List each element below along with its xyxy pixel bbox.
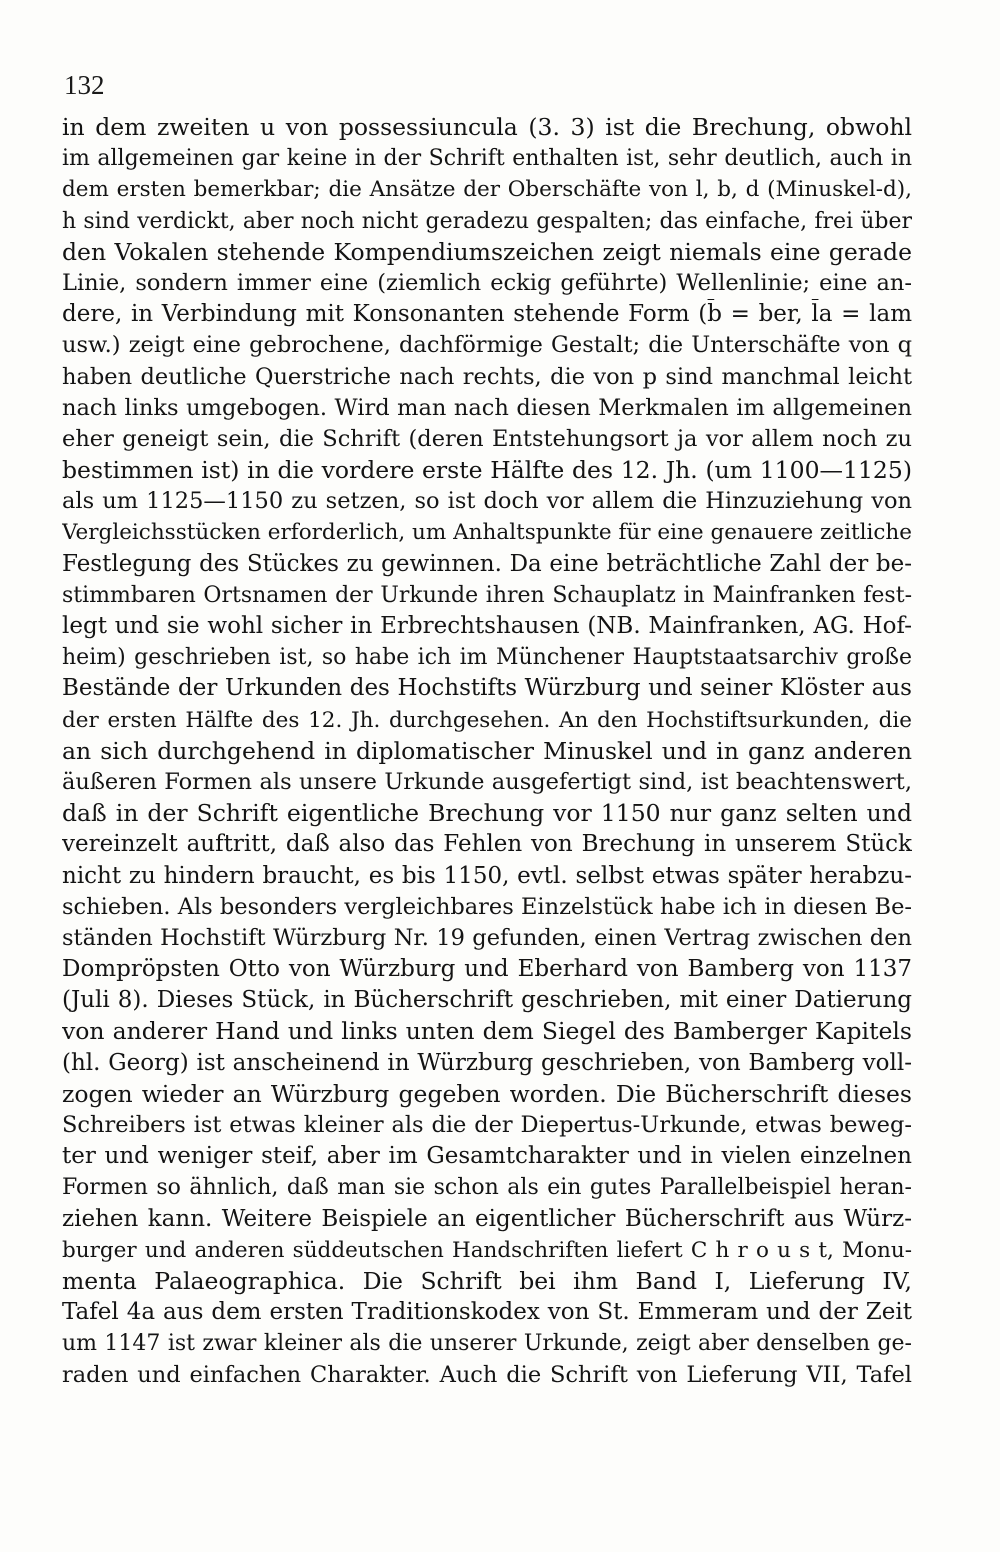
text-line: (hl. Georg) ist anscheinend in Würzburg geschrieben, von Bamberg voll-: [62, 1049, 912, 1076]
text-line: dere, in Verbindung mit Konsonanten stehende Form (b̄ = ber, l̄a = lam: [62, 301, 912, 328]
text-line: Bestände der Urkunden des Hochstifts Würzburg und seiner Klöster aus: [62, 675, 912, 702]
text-line: burger und anderen süddeutschen Handschriften liefert C h r o u s t, Monu-: [62, 1237, 912, 1263]
text-line: heim) geschrieben ist, so habe ich im Münchener Hauptstaatsarchiv große: [62, 645, 912, 671]
text-line: um 1147 ist zwar kleiner als die unserer Urkunde, zeigt aber denselben ge-: [62, 1331, 912, 1357]
text-line: in dem zweiten u von possessiuncula (3. 3) ist die Brechung, obwohl: [62, 113, 912, 141]
text-line: ziehen kann. Weitere Beispiele an eigentlicher Bücherschrift aus Würz-: [62, 1205, 912, 1232]
text-line: der ersten Hälfte des 12. Jh. durchgesehen. An den Hochstiftsurkunden, die: [62, 707, 912, 733]
text-line: Linie, sondern immer eine (ziemlich eckig geführte) Wellenlinie; eine an-: [62, 269, 912, 296]
page-number: 132: [64, 70, 105, 100]
text-line: Tafel 4a aus dem ersten Traditionskodex von St. Emmeram und der Zeit: [62, 1299, 912, 1326]
text-line: bestimmen ist) in die vordere erste Hälfte des 12. Jh. (um 1100—1125): [62, 456, 912, 485]
text-line: von anderer Hand und links unten dem Siegel des Bamberger Kapitels: [62, 1017, 912, 1046]
text-line: den Vokalen stehende Kompendiumszeichen zeigt niemals eine gerade: [62, 237, 912, 266]
body-text: [62, 112, 912, 1391]
text-line: nicht zu hindern braucht, es bis 1150, evtl. selbst etwas später herabzu-: [62, 862, 912, 889]
text-line: ter und weniger steif, aber im Gesamtcharakter und in vielen einzelnen: [62, 1143, 912, 1170]
text-line: vereinzelt auftritt, daß also das Fehlen von Brechung in unserem Stück: [62, 831, 912, 858]
text-line: ständen Hochstift Würzburg Nr. 19 gefunden, einen Vertrag zwischen den: [62, 924, 912, 951]
text-line: als um 1125—1150 zu setzen, so ist doch vor allem die Hinzuziehung von: [62, 488, 912, 515]
text-line: menta Palaeographica. Die Schrift bei ihm Band I, Lieferung IV,: [62, 1266, 912, 1295]
text-line: schieben. Als besonders vergleichbares Einzelstück habe ich in diesen Be-: [62, 893, 912, 920]
text-line: an sich durchgehend in diplomatischer Minuskel und in ganz anderen: [62, 736, 912, 765]
text-line: äußeren Formen als unsere Urkunde ausgefertigt sind, ist beachtenswert,: [62, 768, 912, 795]
text-line: (Juli 8). Dieses Stück, in Bücherschrift geschrieben, mit einer Datierung: [62, 987, 912, 1014]
text-line: haben deutliche Querstriche nach rechts, die von p sind manchmal leicht: [62, 363, 912, 390]
text-line: usw.) zeigt eine gebrochene, dachförmige Gestalt; die Unterschäfte von q: [62, 332, 912, 359]
text-line: zogen wieder an Würzburg gegeben worden. Die Bücherschrift dieses: [62, 1079, 912, 1108]
text-line: legt und sie wohl sicher in Erbrechtshausen (NB. Mainfranken, AG. Hof-: [62, 613, 912, 639]
text-line: Dompröpsten Otto von Würzburg und Eberhard von Bamberg von 1137: [62, 956, 912, 983]
text-line: h sind verdickt, aber noch nicht geradezu gespalten; das einfache, frei über: [62, 208, 912, 234]
text-line: nach links umgebogen. Wird man nach diesen Merkmalen im allgemeinen: [62, 394, 912, 421]
text-line: Formen so ähnlich, daß man sie schon als ein gutes Parallelbeispiel heran-: [62, 1175, 912, 1201]
text-line: raden und einfachen Charakter. Auch die Schrift von Lieferung VII, Tafel: [62, 1361, 912, 1388]
text-line: im allgemeinen gar keine in der Schrift enthalten ist, sehr deutlich, auch in: [62, 146, 912, 172]
text-line: Festlegung des Stückes zu gewinnen. Da eine beträchtliche Zahl der be-: [62, 550, 912, 577]
text-line: daß in der Schrift eigentliche Brechung vor 1150 nur ganz selten und: [62, 799, 912, 828]
text-line: stimmbaren Ortsnamen der Urkunde ihren Schauplatz in Mainfranken fest-: [62, 582, 912, 608]
text-line: dem ersten bemerkbar; die Ansätze der Oberschäfte von l, b, d (Minuskel-d),: [62, 177, 912, 203]
text-line: Vergleichsstücken erforderlich, um Anhaltspunkte für eine genauere zeitliche: [62, 520, 912, 546]
text-line: eher geneigt sein, die Schrift (deren Entstehungsort ja vor allem noch zu: [62, 425, 912, 452]
text-line: Schreibers ist etwas kleiner als die der Diepertus-Urkunde, etwas beweg-: [62, 1112, 912, 1138]
